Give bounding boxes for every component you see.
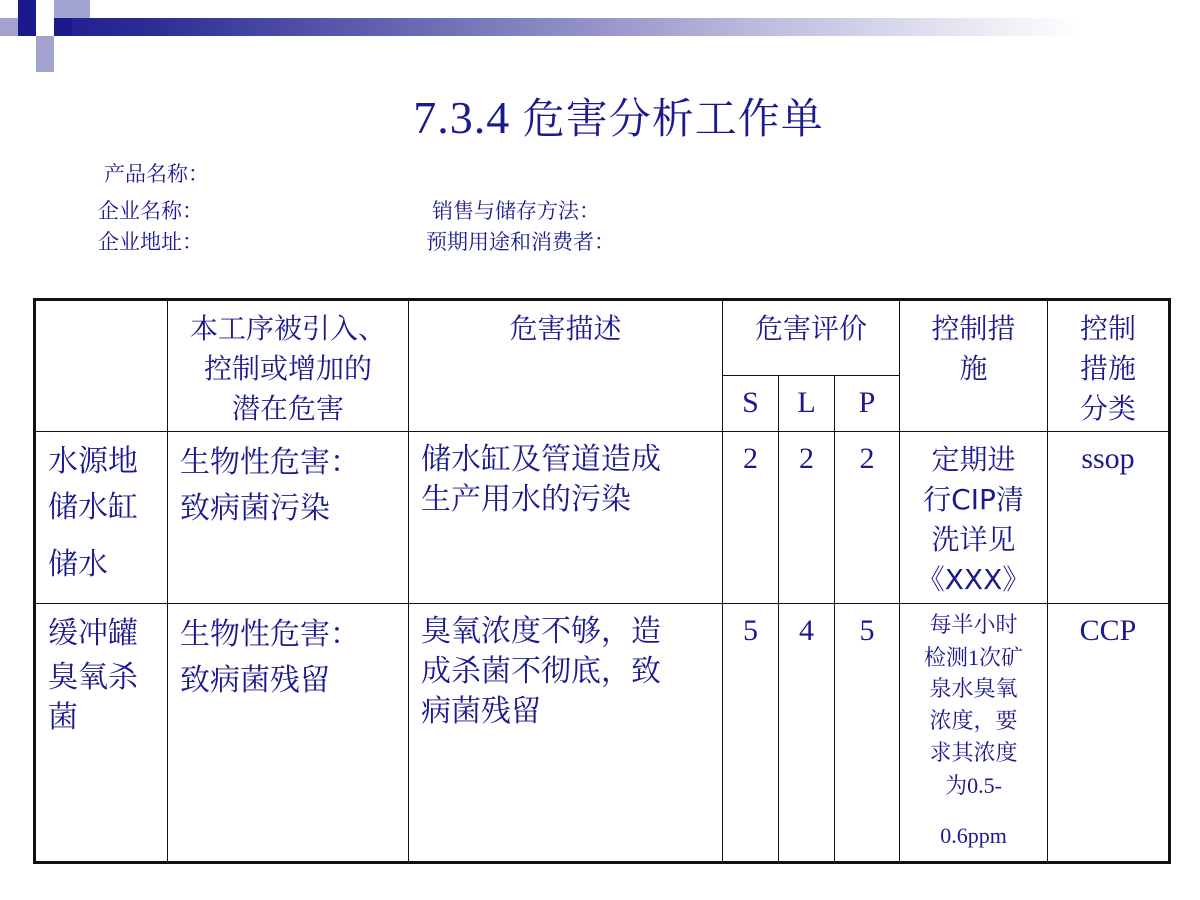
cell-text-line: 致病菌残留	[180, 663, 330, 698]
deco-square	[0, 18, 18, 36]
deco-square	[18, 18, 36, 36]
cell-text-line: 浓度，要	[929, 709, 1018, 734]
row1-category: ssop	[1048, 432, 1170, 604]
cell-text-line: 臭氧杀	[48, 660, 138, 695]
header-row	[35, 300, 1170, 376]
cell-text-line: 缓冲罐	[48, 616, 138, 651]
header-s: S	[723, 376, 779, 432]
header-text-line: 控制措	[931, 312, 1016, 345]
table-row	[35, 604, 1170, 863]
sales-storage-label: 销售与储存方法：	[432, 199, 600, 223]
cell-text-line: 洗详见	[931, 523, 1016, 556]
deco-square	[72, 0, 90, 18]
page-title	[0, 86, 1200, 146]
cell-text-line: 生产用水的污染	[421, 482, 631, 517]
header-control-category	[1048, 300, 1170, 432]
cell-text-line: 泉水臭氧	[929, 677, 1018, 702]
cell-text-line: 定期进	[931, 443, 1016, 476]
row2-description	[409, 604, 723, 863]
header-control-measures	[900, 300, 1048, 432]
row2-step	[35, 604, 168, 863]
header-potential-hazard	[168, 300, 409, 432]
header-text-line: 潜在危害	[231, 392, 344, 425]
row2-hazard	[168, 604, 409, 863]
product-name-label: 产品名称：	[104, 162, 209, 186]
cell-text-line: 病菌残留	[421, 694, 541, 729]
cell-text-line: 生物性危害：	[180, 617, 360, 652]
deco-square	[36, 36, 54, 54]
deco-square	[36, 18, 54, 36]
cell-text-line: 菌	[48, 700, 78, 735]
row1-hazard	[168, 432, 409, 604]
header-text-line: 分类	[1079, 392, 1136, 425]
title-text: 危害分析工作单	[522, 94, 824, 143]
cell-text-line: 储水缸及管道造成	[421, 442, 661, 477]
cell-text-line: 0.6ppm	[940, 823, 1007, 848]
cell-text-line: 每半小时	[929, 613, 1018, 638]
row1-p: 2	[835, 432, 900, 604]
header-text-line: 施	[959, 352, 988, 385]
row1-control	[900, 432, 1048, 604]
deco-square	[54, 0, 72, 18]
row2-s: 5	[723, 604, 779, 863]
title-number: 7.3.4	[413, 92, 511, 143]
cell-text-line: 水源地	[48, 444, 138, 479]
row1-step	[35, 432, 168, 604]
cell-text-line: 《XXX》	[916, 563, 1031, 596]
row1-description	[409, 432, 723, 604]
deco-square	[18, 0, 36, 18]
header-text-line: 控制	[1079, 312, 1136, 345]
header-hazard-description: 危害描述	[409, 300, 723, 432]
intended-use-label: 预期用途和消费者：	[426, 230, 615, 254]
row1-l: 2	[779, 432, 835, 604]
header-step	[35, 300, 168, 432]
deco-square	[36, 54, 54, 72]
cell-text-line: 储水	[48, 547, 108, 582]
header-text-line: 控制或增加的	[203, 352, 372, 385]
header-gradient-bar	[0, 18, 1200, 36]
company-name-label: 企业名称：	[98, 199, 203, 223]
hazard-analysis-table	[33, 298, 1171, 864]
header-l: L	[779, 376, 835, 432]
table-row	[35, 432, 1170, 604]
company-address-label: 企业地址：	[98, 230, 203, 254]
row2-control	[900, 604, 1048, 863]
deco-square	[54, 18, 72, 36]
cell-text-line: 臭氧浓度不够，造	[421, 614, 661, 649]
cell-text-line: 求其浓度	[929, 741, 1018, 766]
deco-square	[18, 36, 36, 54]
cell-text-line: 生物性危害：	[180, 445, 360, 480]
header-hazard-evaluation: 危害评价	[723, 300, 900, 376]
row1-s: 2	[723, 432, 779, 604]
cell-text-line: 行CIP清	[923, 483, 1024, 516]
cell-text-line: 成杀菌不彻底，致	[421, 654, 661, 689]
cell-text-line: 为0.5-	[945, 773, 1002, 798]
header-p: P	[835, 376, 900, 432]
header-text-line: 本工序被引入、	[189, 312, 386, 345]
row2-p: 5	[835, 604, 900, 863]
row2-l: 4	[779, 604, 835, 863]
cell-text-line: 储水缸	[48, 490, 138, 525]
header-text-line: 措施	[1079, 352, 1136, 385]
cell-text-line: 致病菌污染	[180, 491, 330, 526]
cell-text-line: 检测1次矿	[923, 645, 1023, 670]
row2-category: CCP	[1048, 604, 1170, 863]
